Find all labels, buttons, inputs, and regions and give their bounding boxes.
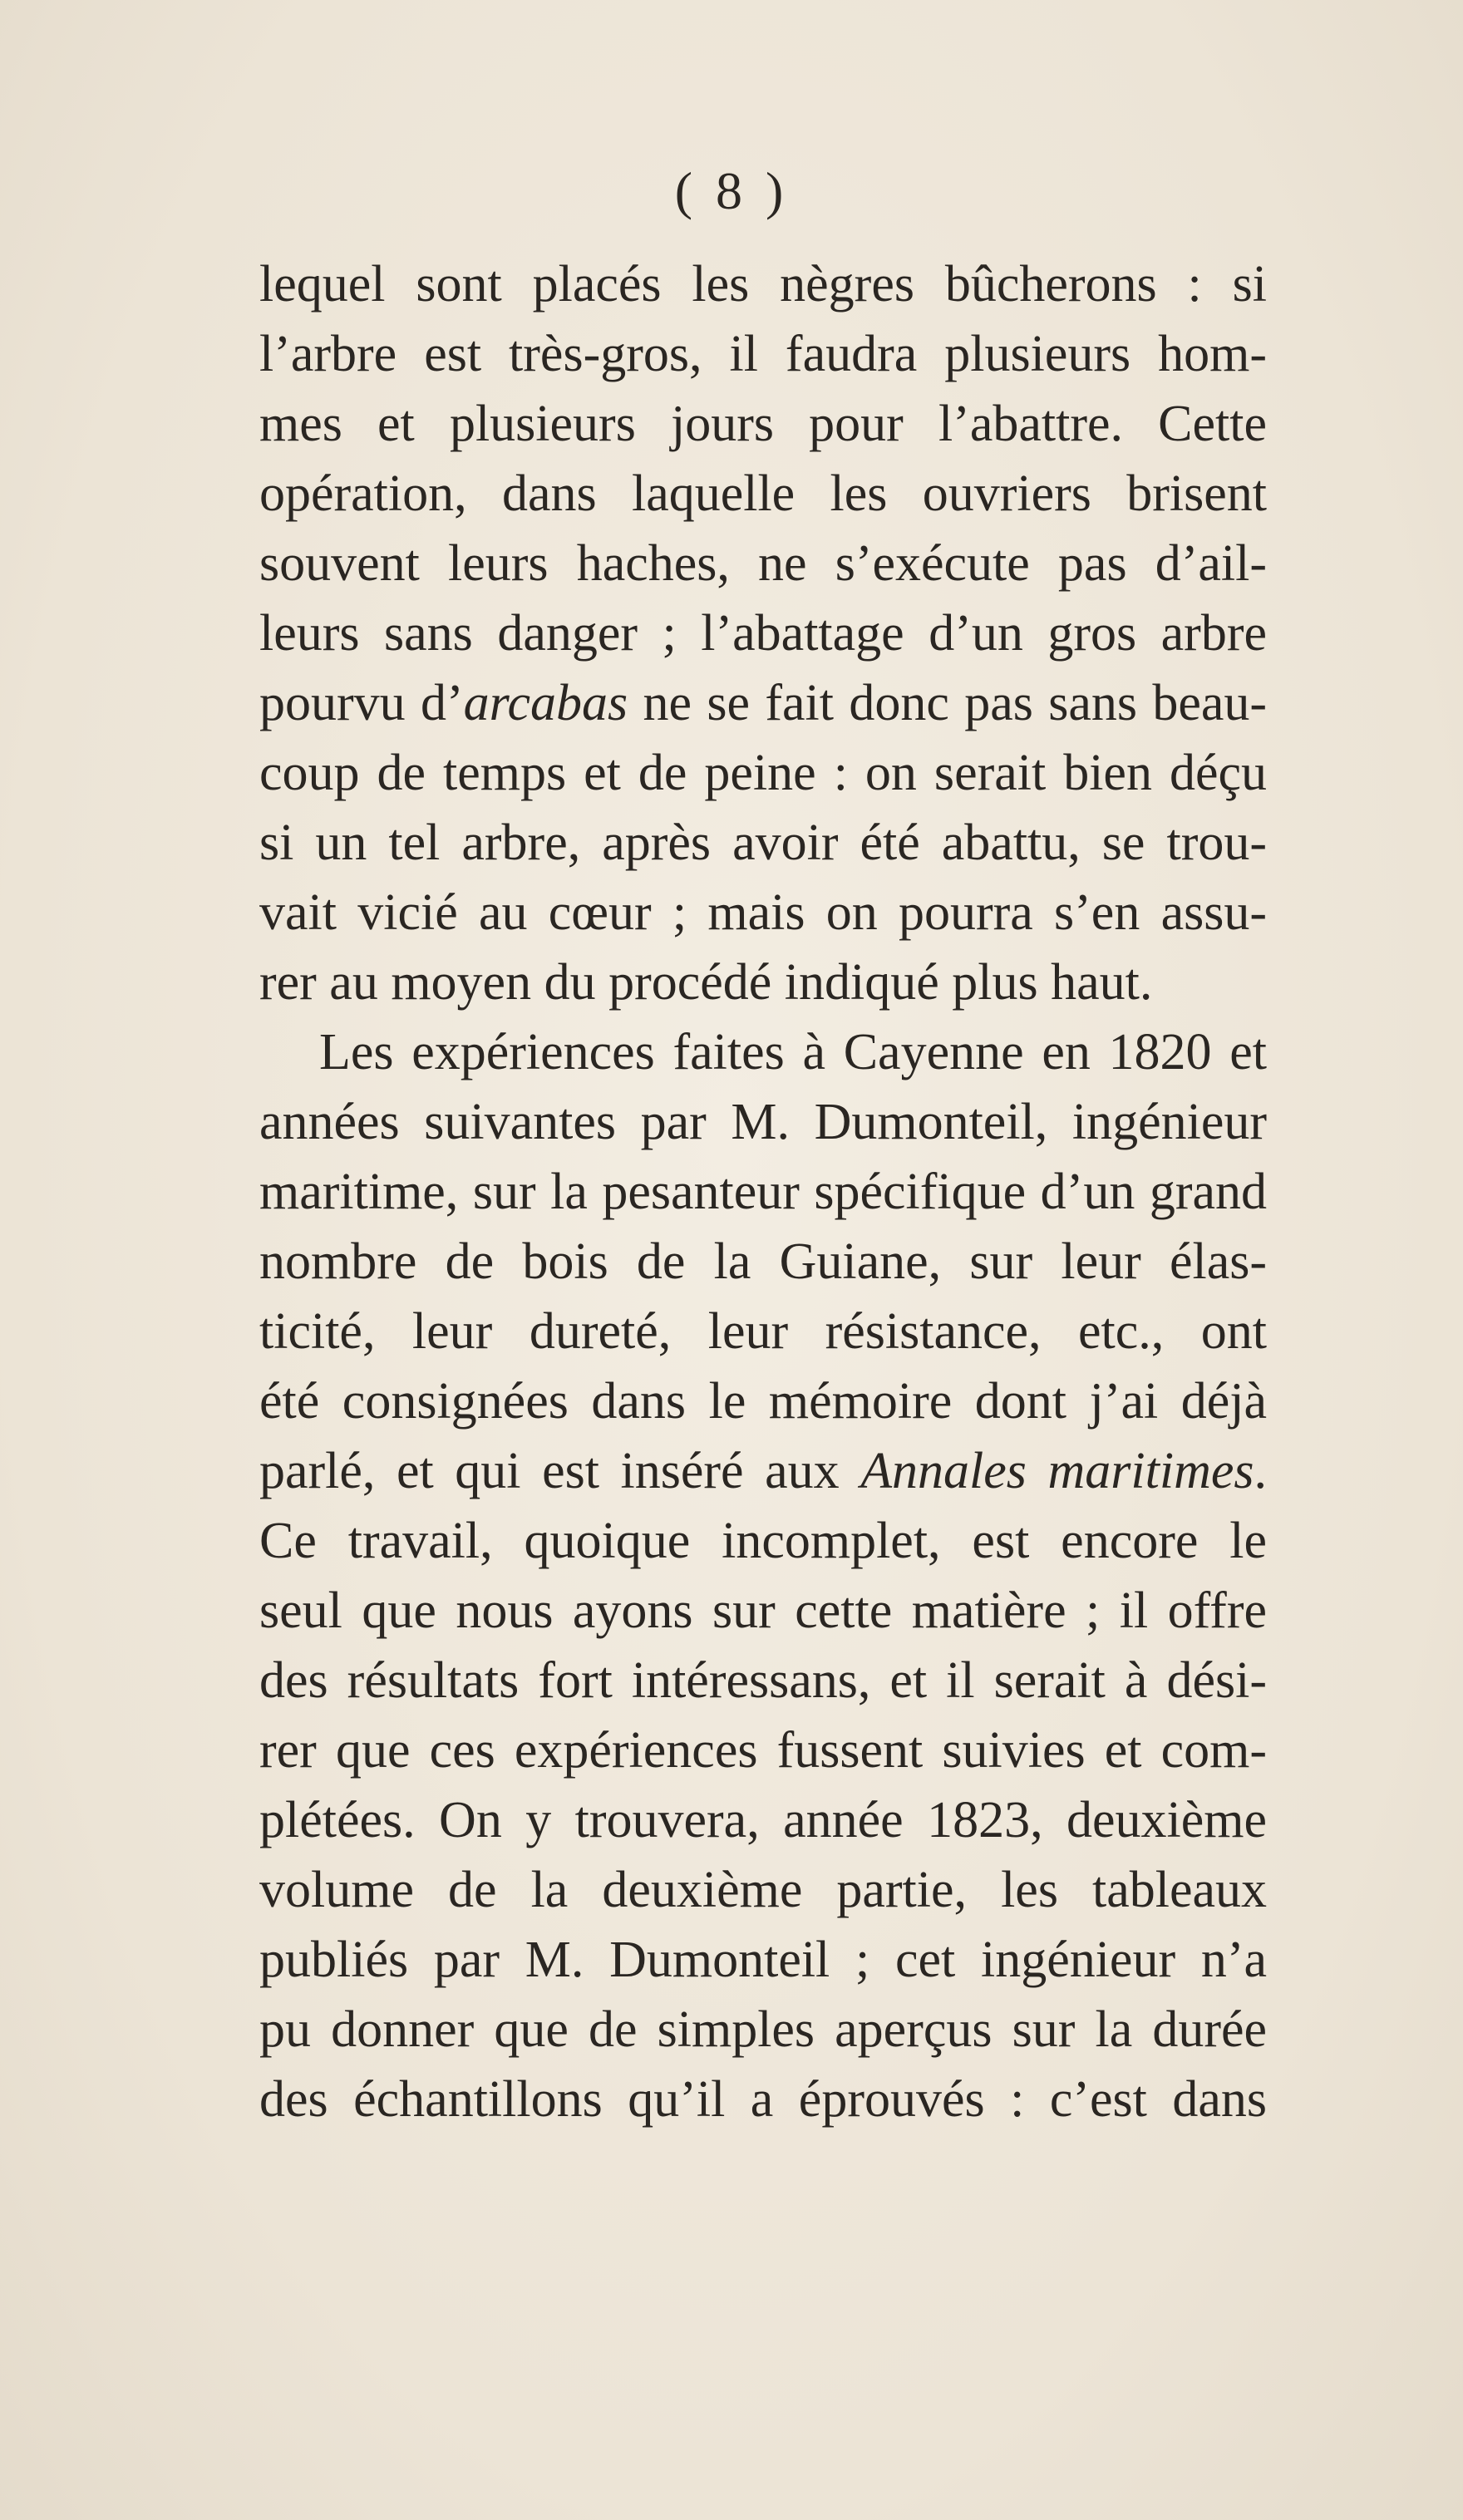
text-line: opération, dans laquelle les ouvriers brisent: [259, 465, 1267, 522]
text-line: été consignées dans le mémoire dont j’ai déjà: [259, 1373, 1267, 1430]
text-line: rer que ces expériences fussent suivies et com-: [259, 1722, 1267, 1779]
text-line: rer au moyen du procédé indiqué plus haut.: [259, 954, 1153, 1011]
text-line: des résultats fort intéressans, et il serait à dési-: [259, 1652, 1267, 1709]
line-segment: .: [1254, 1443, 1267, 1499]
line-segment: pourvu d’: [259, 675, 464, 731]
text-line: [259, 1436, 1267, 1506]
text-line: souvent leurs haches, ne s’exécute pas d’ail-: [259, 535, 1267, 592]
text-line: seul que nous ayons sur cette matière ; il offre: [259, 1582, 1267, 1639]
italic-title: Annales maritimes: [860, 1443, 1254, 1499]
italic-term: arcabas: [463, 675, 628, 731]
text-line: publiés par M. Dumonteil ; cet ingénieur n’a: [259, 1932, 1267, 1988]
text-line: Ce travail, quoique incomplet, est encore le: [259, 1513, 1267, 1569]
text-line: l’arbre est très-gros, il faudra plusieurs hom-: [259, 326, 1267, 382]
page-number: ( 8 ): [674, 161, 789, 220]
text-line: plétées. On y trouvera, année 1823, deuxième: [259, 1792, 1267, 1848]
body-text: [259, 249, 1267, 2134]
text-line: pu donner que de simples aperçus sur la durée: [259, 2001, 1267, 2058]
text-line: mes et plusieurs jours pour l’abattre. Cette: [259, 396, 1267, 452]
text-line: années suivantes par M. Dumonteil, ingénieur: [259, 1094, 1267, 1150]
text-line: vait vicié au cœur ; mais on pourra s’en assu-: [259, 884, 1267, 941]
text-line: des échantillons qu’il a éprouvés : c’est dans: [259, 2071, 1267, 2128]
text-line: ticité, leur dureté, leur résistance, etc., ont: [259, 1303, 1267, 1360]
text-line: volume de la deuxième partie, les tableaux: [259, 1862, 1267, 1918]
line-segment: parlé, et qui est inséré aux: [259, 1443, 861, 1499]
text-line: Les expériences faites à Cayenne en 1820 et: [319, 1024, 1267, 1080]
text-line: [259, 668, 1267, 738]
text-line: maritime, sur la pesanteur spécifique d’un grand: [259, 1164, 1267, 1220]
text-line: lequel sont placés les nègres bûcherons : si: [259, 256, 1267, 313]
text-line: nombre de bois de la Guiane, sur leur élas-: [259, 1233, 1267, 1290]
text-line: si un tel arbre, après avoir été abattu, se trou-: [259, 815, 1267, 871]
text-line: coup de temps et de peine : on serait bien déçu: [259, 745, 1267, 801]
text-line: leurs sans danger ; l’abattage d’un gros arbre: [259, 605, 1267, 662]
line-segment: ne se fait donc pas sans beau-: [628, 675, 1268, 731]
